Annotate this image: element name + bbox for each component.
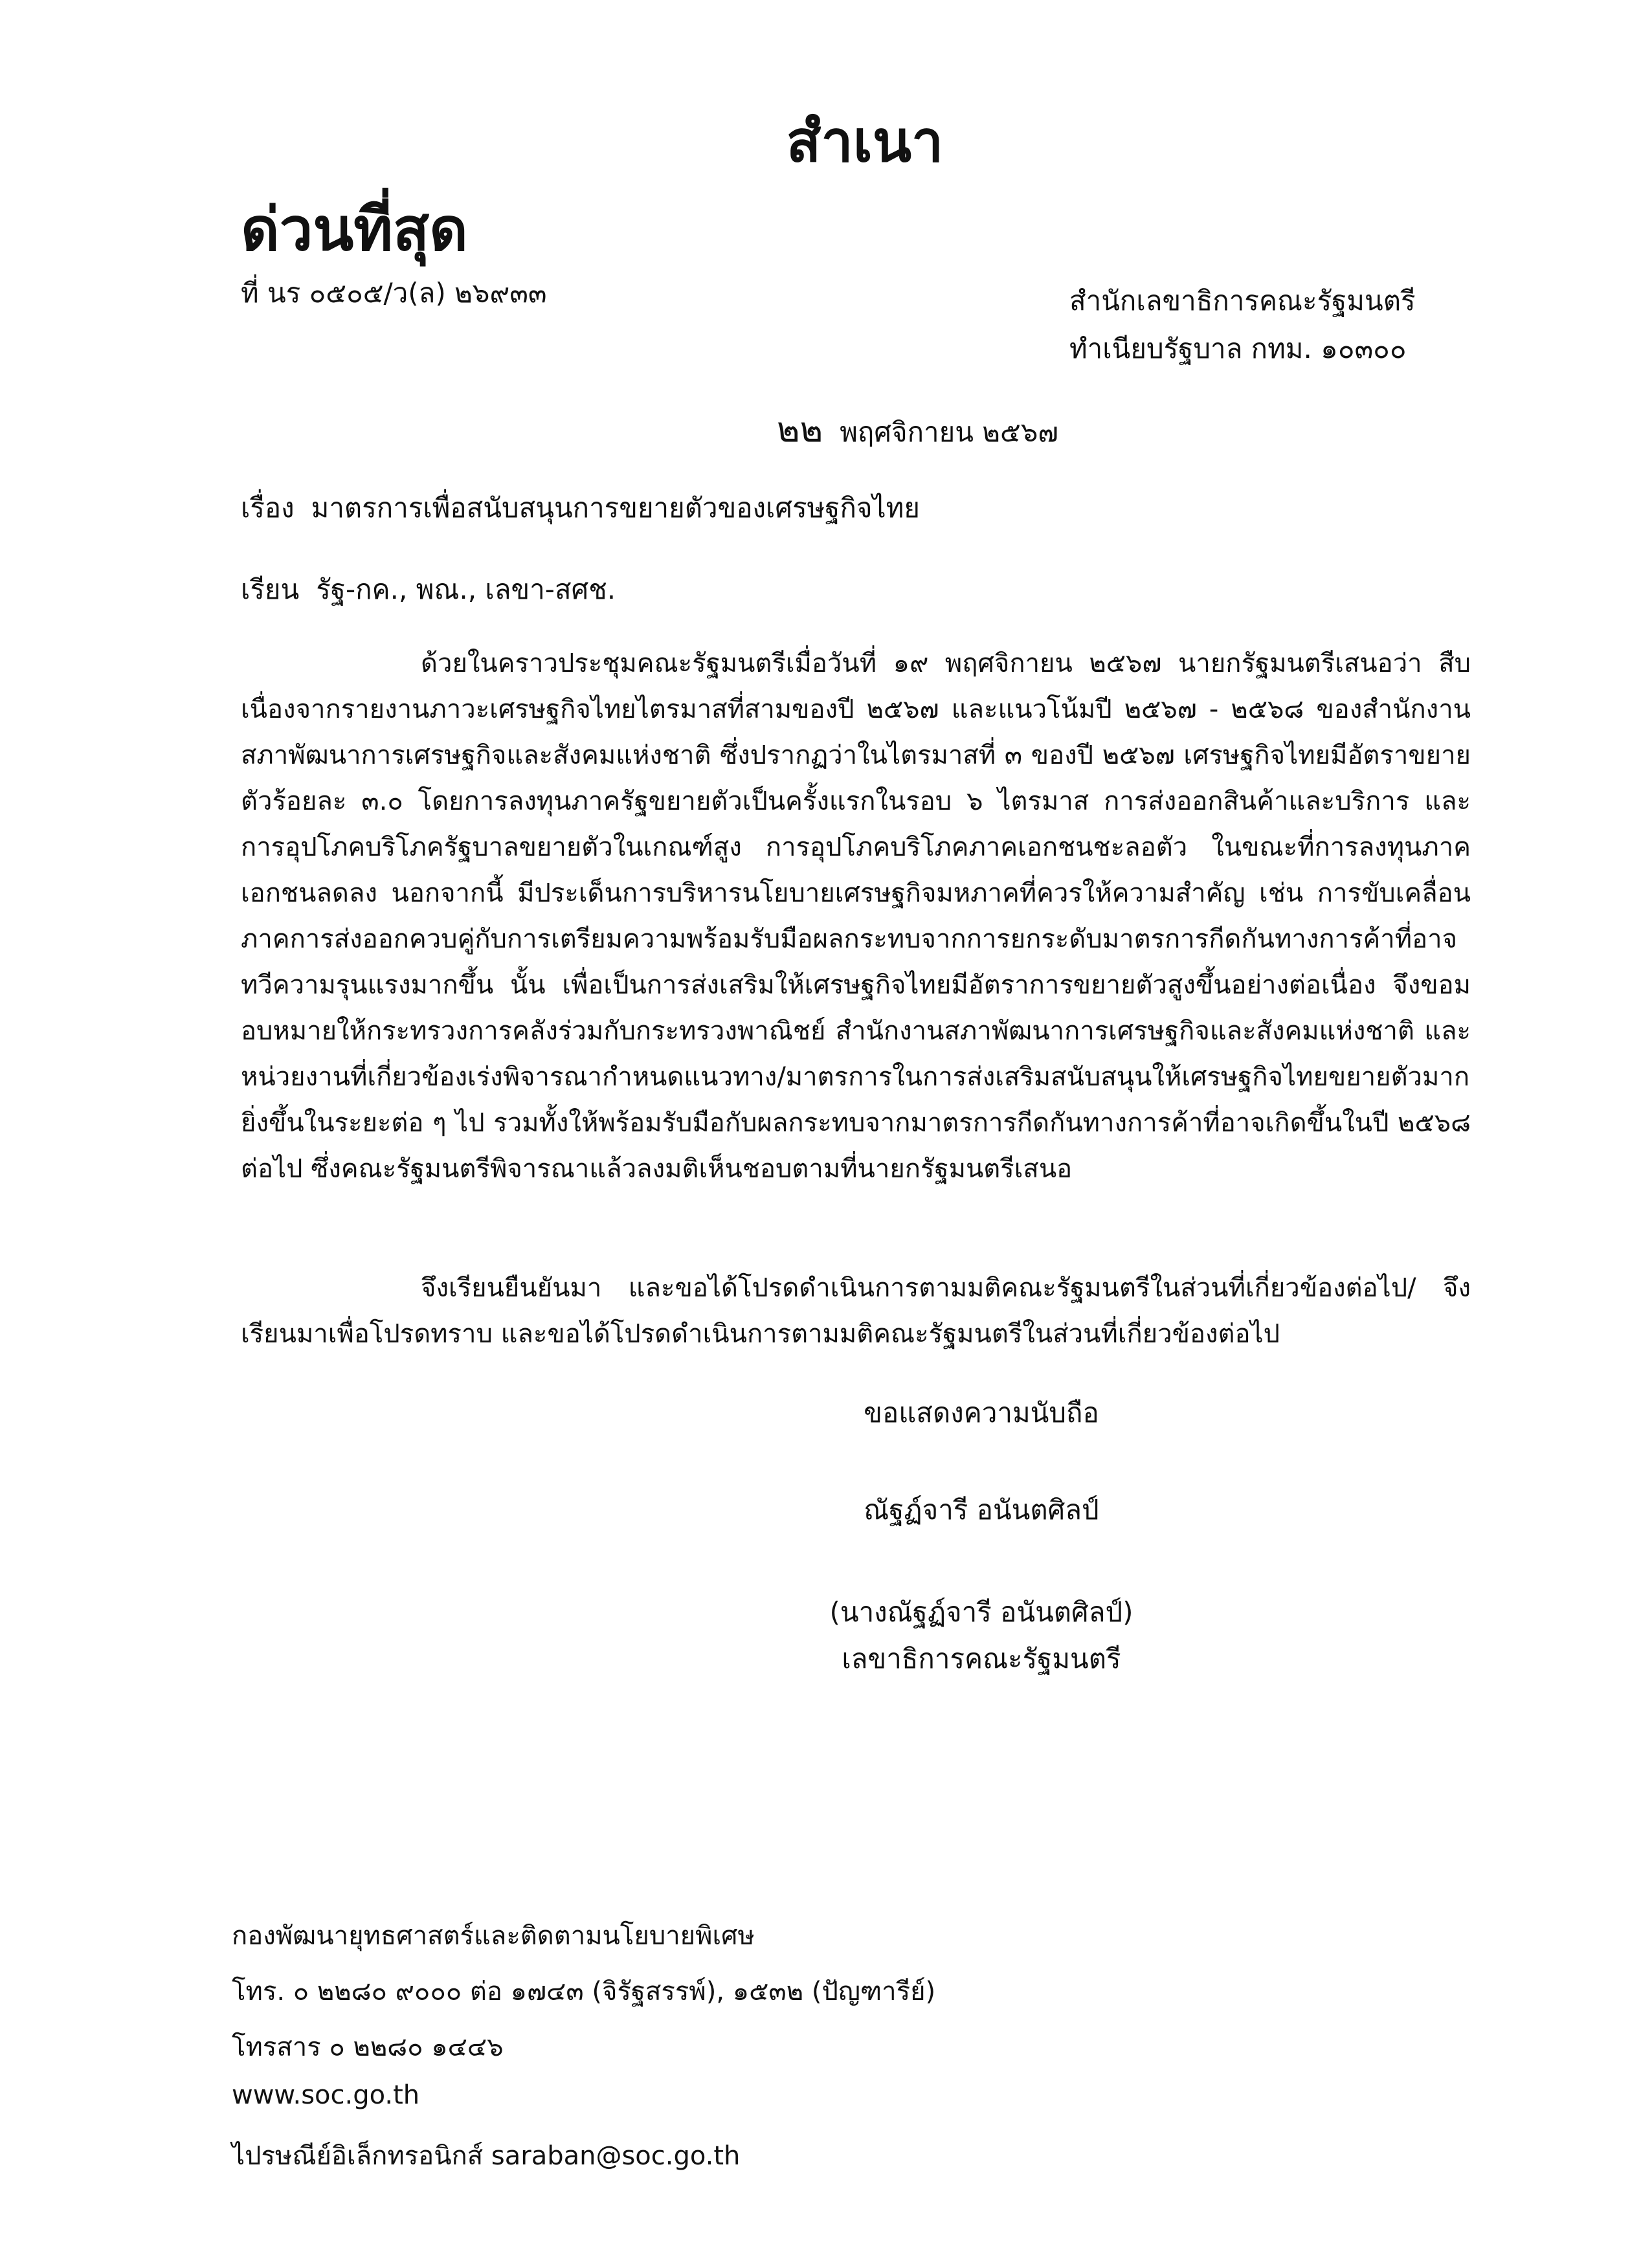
closing-salutation: ขอแสดงความนับถือ [864, 1397, 1099, 1429]
addressee-line [241, 568, 616, 611]
body-paragraph-2: จึงเรียนยืนยันมา และขอได้โปรดดำเนินการตามมติคณะรัฐมนตรีในส่วนที่เกี่ยวข้องต่อไป/ จึงเรียนมาเพื่อโปรดทราบ และขอได้โปรดดำเนินการตามมติคณะรัฐมนตรีในส่วนที่เกี่ยวข้องต่อไป [241, 1273, 1471, 1349]
copy-stamp: สำเนา [786, 108, 944, 175]
date-month-year: พฤศจิกายน ๒๕๖๗ [840, 416, 1058, 448]
addressee-text: รัฐ-กค., พณ., เลขา-สศช. [316, 573, 616, 605]
footer-phone: โทร. ๐ ๒๒๘๐ ๙๐๐๐ ต่อ ๑๗๔๓ (จิรัฐสรรพ์), ๑๕๓๒ (ปัญฑารีย์) [232, 1977, 936, 2007]
footer-fax: โทรสาร ๐ ๒๒๘๐ ๑๔๔๖ [232, 2032, 504, 2062]
signatory-full-name: (นางณัฐฏ์จารี อนันตศิลป์) [829, 1596, 1133, 1628]
document-date [777, 401, 1058, 457]
signatory-position: เลขาธิการคณะรัฐมนตรี [842, 1643, 1121, 1674]
urgency-heading: ด่วนที่สุด [241, 195, 468, 264]
signature: ณัฐฏ์จารี อนันตศิลป์ [864, 1494, 1099, 1526]
issuer-location: ทำเนียบรัฐบาล กทม. ๑๐๓๐๐ [1069, 333, 1407, 364]
subject-line [241, 487, 920, 529]
issuer-address [1069, 277, 1416, 373]
body-paragraph-1: ด้วยในคราวประชุมคณะรัฐมนตรีเมื่อวันที่ ๑๙ พฤศจิกายน ๒๕๖๗ นายกรัฐมนตรีเสนอว่า สืบเนื่องจากรายงานภาวะเศรษฐกิจไทยไตรมาสที่สามของปี ๒๕๖๗ และแนวโน้มปี ๒๕๖๗ - ๒๕๖๘ ของสำนักงานสภาพัฒนาการเศรษฐกิจและสังคมแห่งชาติ ซึ่งปรากฏว่าในไตรมาสที่ ๓ ของปี ๒๕๖๗ เศรษฐกิจไทยมีอัตราขยายตัวร้อยละ ๓.๐ โดยการลงทุนภาครัฐขยายตัวเป็นครั้งแรกในรอบ ๖ ไตรมาส การส่งออกสินค้าและบริการ และการอุปโภคบริโภครัฐบาลขยายตัวในเกณฑ์สูง การอุปโภคบริโภคภาคเอกชนชะลอตัว ในขณะที่การลงทุนภาคเอกชนลดลง นอกจากนี้ มีประเด็นการบริหารนโยบายเศรษฐกิจมหภาคที่ควรให้ความสำคัญ เช่น การขับเคลื่อนภาคการส่งออกควบคู่กับการเตรียมความพร้อมรับมือผลกระทบจากการยกระดับมาตรการกีดกันทางการค้าที่อาจทวีความรุนแรงมากขึ้น นั้น เพื่อเป็นการส่งเสริมให้เศรษฐกิจไทยมีอัตราการขยายตัวสูงขึ้นอย่างต่อเนื่อง จึงขอมอบหมายให้กระทรวงการคลังร่วมกับกระทรวงพาณิชย์ สำนักงานสภาพัฒนาการเศรษฐกิจและสังคมแห่งชาติ และหน่วยงานที่เกี่ยวข้องเร่งพิจารณากำหนดแนวทาง/มาตรการในการส่งเสริมสนับสนุนให้เศรษฐกิจไทยขยายตัวมากยิ่งขึ้นในระยะต่อ ๆ ไป รวมทั้งให้พร้อมรับมือกับผลกระทบจากมาตรการกีดกันทางการค้าที่อาจเกิดขึ้นในปี ๒๕๖๘ ต่อไป ซึ่งคณะรัฐมนตรีพิจารณาแล้วลงมติเห็นชอบตามที่นายกรัฐมนตรีเสนอ [241, 649, 1471, 1184]
footer-website: www.soc.go.th [232, 2080, 420, 2110]
footer-email: ไปรษณีย์อิเล็กทรอนิกส์ saraban@soc.go.th [232, 2141, 741, 2171]
footer-department: กองพัฒนายุทธศาสตร์และติดตามนโยบายพิเศษ [232, 1921, 755, 1951]
issuer-office: สำนักเลขาธิการคณะรัฐมนตรี [1069, 285, 1416, 317]
subject-text: มาตรการเพื่อสนับสนุนการขยายตัวของเศรษฐกิจไทย [311, 492, 920, 524]
addressee-label: เรียน [241, 573, 300, 605]
date-day: ๒๒ [777, 409, 823, 450]
subject-label: เรื่อง [241, 492, 295, 524]
document-number: ที่ นร ๐๕๐๕/ว(ล) ๒๖๙๓๓ [241, 277, 547, 309]
